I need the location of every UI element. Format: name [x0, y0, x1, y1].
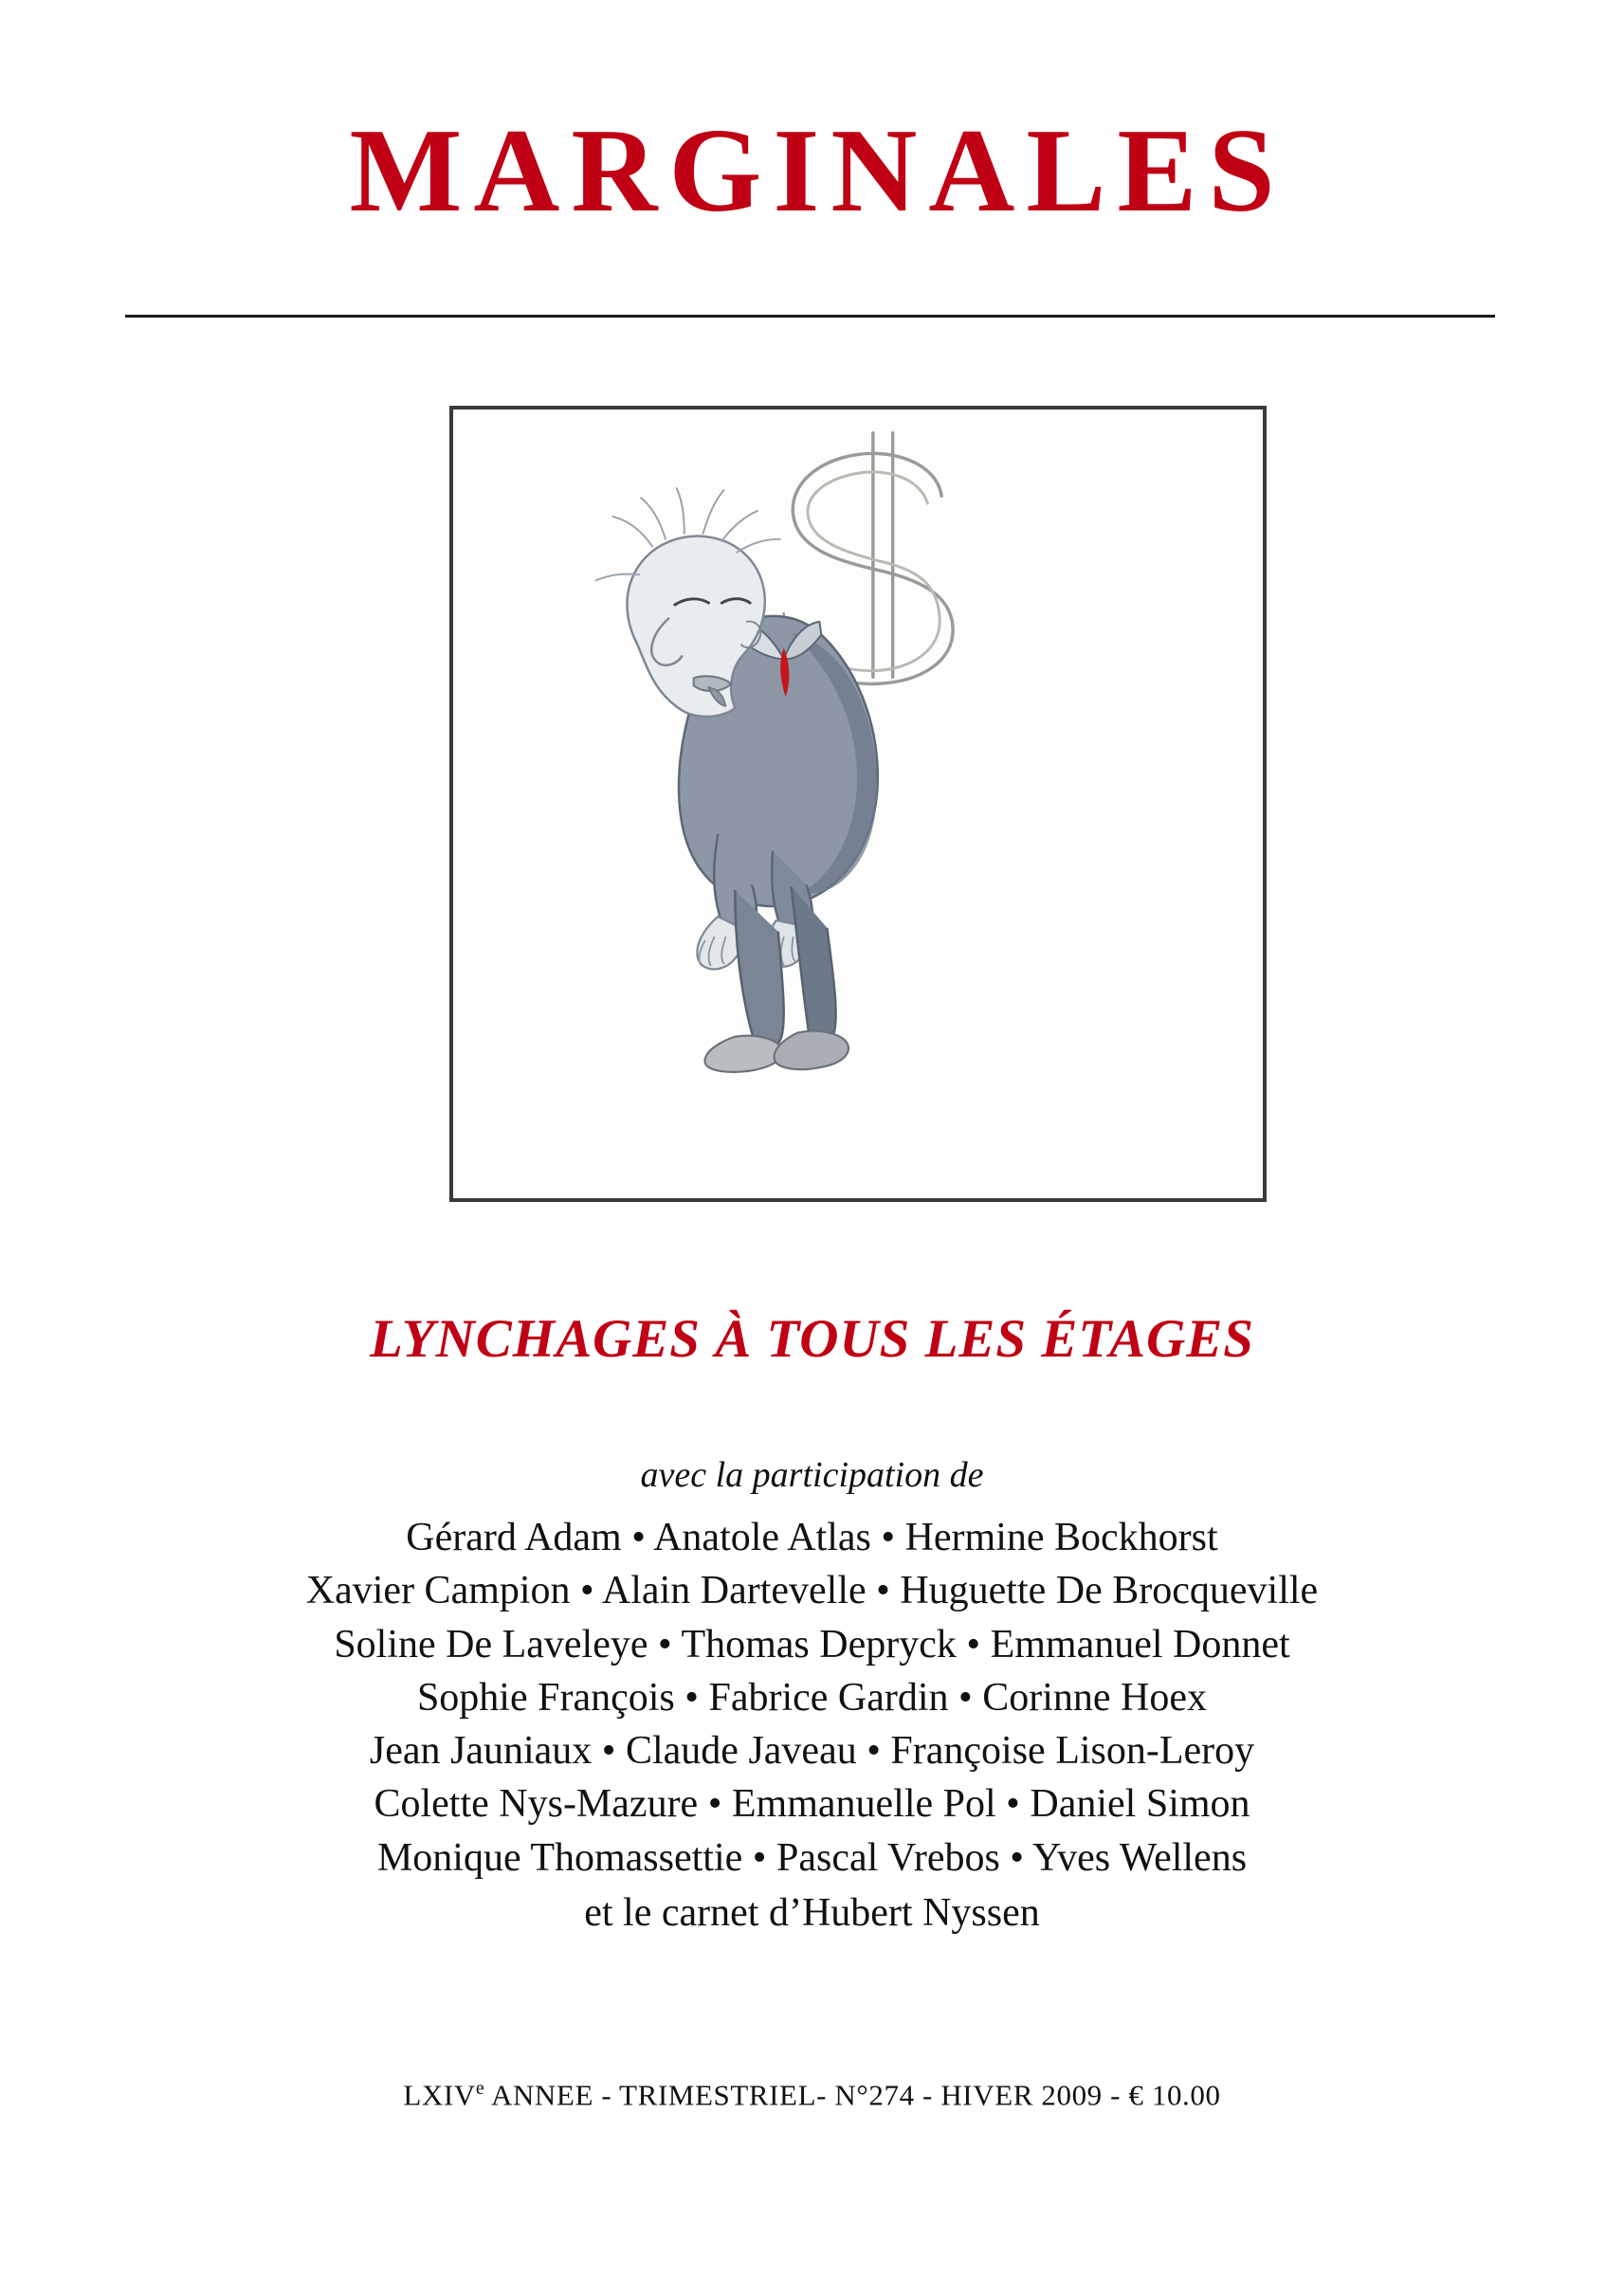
contributor-line: Colette Nys-Mazure • Emmanuelle Pol • Daniel Simon [374, 1782, 1250, 1827]
issue-details: ANNEE - TRIMESTRIEL- N°274 - HIVER 2009 - € 10.00 [484, 2078, 1221, 2112]
contributor-line: Jean Jauniaux • Claude Javeau • Françoise Lison-Leroy [369, 1729, 1255, 1774]
contributors-block [0, 1454, 1624, 1940]
contributors-closing-line: et le carnet d’Hubert Nyssen [584, 1890, 1040, 1935]
contributor-line: Sophie François • Fabrice Gardin • Corinne Hoex [416, 1675, 1208, 1720]
masthead [0, 105, 1624, 237]
issue-info-line [0, 2078, 1624, 2112]
cover-illustration [449, 406, 1267, 1202]
issue-year-suffix: e [475, 2078, 485, 2099]
contributors-intro: avec la participation de [640, 1455, 984, 1495]
contributor-line: Soline De Laveleye • Thomas Depryck • Emmanuel Donnet [334, 1622, 1290, 1667]
page-title: MARGINALES [349, 105, 1286, 237]
issue-theme: LYNCHAGES À TOUS LES ÉTAGES [370, 1309, 1254, 1369]
hanged-man-dollar-sign-icon [453, 410, 1263, 1198]
contributor-line: Xavier Campion • Alain Dartevelle • Huguette De Brocqueville [305, 1569, 1319, 1613]
contributor-line: Gérard Adam • Anatole Atlas • Hermine Bockhorst [406, 1516, 1218, 1559]
issue-year-prefix: LXIV [403, 2078, 476, 2112]
masthead-divider [125, 315, 1495, 318]
contributor-line: Monique Thomassettie • Pascal Vrebos • Yves Wellens [376, 1835, 1248, 1880]
